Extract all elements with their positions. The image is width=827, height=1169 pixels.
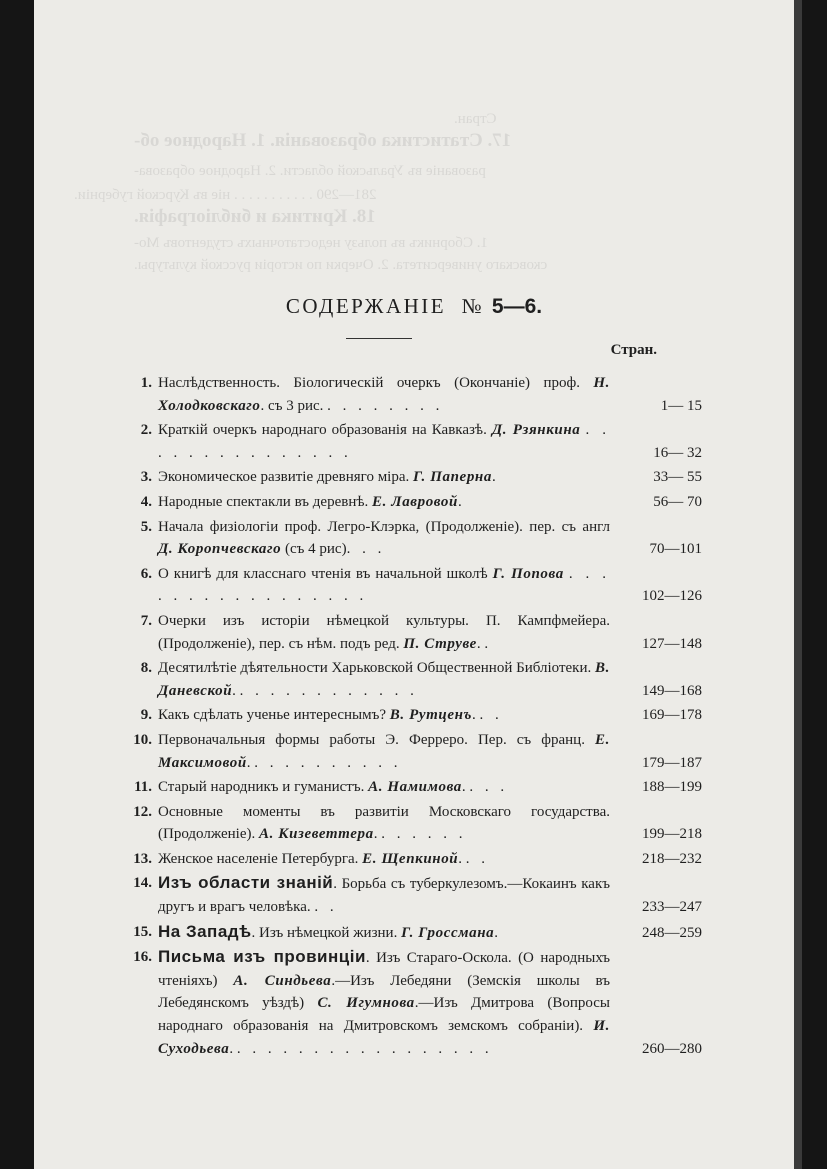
bleed-through: сковскаго университета. 2. Очерки по исторіи русской культуры.	[134, 257, 548, 273]
entry-number: 11.	[134, 779, 152, 796]
page-column-label: Стран.	[610, 342, 657, 358]
entry-text	[158, 729, 616, 774]
toc-entry	[122, 372, 702, 417]
entry-text	[158, 563, 616, 608]
entry-title: Десятилѣтіе дѣятельности Харьковской Общественной Библіотеки.	[158, 660, 592, 677]
leader-dots: . . .	[346, 541, 386, 558]
entry-number: 4.	[140, 493, 152, 510]
entry-note: . съ 3 рис.	[260, 397, 324, 414]
entry-text	[158, 516, 616, 561]
entry-author: П. Струве	[403, 635, 477, 652]
entry-author: А. Намимова	[368, 779, 462, 796]
leader-dots: . . .	[469, 779, 509, 796]
entry-author: Г. Попова	[492, 565, 564, 582]
entry-number: 3.	[140, 469, 152, 486]
section-heading: На Западѣ	[158, 921, 252, 941]
entry-author: Г. Паперна	[413, 469, 492, 486]
bleed-through: 18. Критика и библіографія.	[134, 206, 376, 227]
entry-note: .	[246, 754, 251, 771]
entry-pages: 199—218	[642, 826, 702, 843]
entry-text	[158, 776, 616, 799]
entry-note: .	[373, 826, 378, 843]
toc-entry	[122, 466, 702, 489]
leader-dots: . .	[465, 850, 489, 867]
page-edge	[794, 0, 802, 1169]
entry-title: Первоначальныя формы работы Э. Ферреро. Пер. съ франц.	[158, 731, 585, 748]
entry-note: .	[461, 779, 466, 796]
entry-note: .	[476, 635, 481, 652]
table-of-contents	[122, 372, 702, 1062]
entry-pages: 188—199	[642, 779, 702, 796]
entry-title: Очерки изъ исторіи нѣмецкой культуры. П. Кампфмейера. (Продолженіе), пер. съ нѣм. подъ ред.	[158, 612, 610, 652]
entry-note: .	[457, 493, 462, 510]
leader-dots: . . . . . . . . . . . . . . . . .	[158, 565, 611, 605]
toc-heading	[34, 294, 794, 319]
number-sign: №	[461, 294, 485, 318]
entry-number: 2.	[140, 422, 152, 439]
toc-entry	[122, 776, 702, 799]
entry-author: А. Кизеветтера	[259, 826, 374, 843]
toc-entry	[122, 610, 702, 655]
bleed-through: 1. Сборникъ въ пользу недостаточныхъ студентовъ Мо-	[134, 235, 489, 251]
entry-title: Экономическое развитіе древняго міра.	[158, 469, 410, 486]
entry-author: Г. Гроссмана	[401, 924, 495, 941]
entry-text	[158, 848, 616, 871]
entry-note: .	[472, 707, 476, 724]
section-heading: Письма изъ провинціи	[158, 947, 366, 967]
entry-author: Е. Максимовой	[158, 731, 610, 771]
toc-entry	[122, 848, 702, 871]
entry-text	[158, 466, 616, 489]
entry-number: 9.	[140, 707, 152, 724]
entry-title: Народные спектакли въ деревнѣ.	[158, 493, 369, 510]
toc-entry	[122, 801, 702, 846]
bleed-through: 17. Статистика образованія. 1. Народное об-	[134, 130, 512, 151]
entry-note: .	[458, 850, 462, 867]
entry-text	[158, 419, 616, 464]
entry-text	[158, 946, 616, 1060]
entry-text	[158, 372, 616, 417]
entry-note: .—Изъ Дмитрова (Вопросы народнаго образованія на Дмитровскомъ земскомъ собраніи).	[158, 995, 611, 1035]
entry-note: .	[494, 924, 499, 941]
leader-dots: . . . . . . . . . .	[254, 754, 402, 771]
entry-author: Д. Рзянкина	[491, 422, 581, 439]
entry-author: Д. Коропчевскаго	[158, 541, 282, 558]
entry-author: В. Рутценъ	[389, 707, 473, 724]
entry-number: 5.	[140, 518, 152, 535]
toc-entry	[122, 516, 702, 561]
bleed-through: Стран.	[454, 111, 497, 127]
toc-entry	[122, 704, 702, 727]
leader-dots: . . . . . .	[381, 826, 467, 843]
entry-number: 15.	[133, 923, 152, 940]
entry-title: Начала физіологіи проф. Легро-Клэрка, (Продолженіе). пер. съ англ	[158, 518, 610, 535]
entry-number: 12.	[133, 803, 152, 820]
leader-dots: . . . . . . . . . . . .	[239, 682, 418, 699]
entry-title: О книгѣ для класснаго чтенія въ начальной школѣ	[158, 565, 488, 582]
leader-dots: .	[484, 635, 493, 652]
book-page	[34, 0, 794, 1169]
entry-author: В. Даневской	[158, 660, 611, 699]
toc-entry	[122, 491, 702, 514]
entry-number: 7.	[140, 612, 152, 629]
toc-entry	[122, 657, 702, 702]
leader-dots: . . . . . . . . . . . . . . .	[158, 422, 611, 461]
entry-number: 10.	[133, 731, 152, 748]
entry-title: . Борьба съ туберкулезомъ.—Кокаинъ какъ другъ и врагъ человѣка.	[158, 876, 610, 916]
toc-entry	[122, 872, 702, 918]
entry-author: С. Игумнова	[317, 995, 415, 1012]
bleed-through: 281—290 . . . . . . . . . . . ніе въ Курской губерніи.	[74, 187, 377, 203]
entry-title: . Изъ нѣмецкой жизни.	[251, 924, 398, 941]
entry-pages: 248—259	[642, 924, 702, 941]
entry-number: 1.	[140, 375, 152, 391]
issue-number: 5—6.	[491, 295, 543, 318]
entry-title: Наслѣдственность. Біологическій очеркъ (Окончаніе) проф.	[158, 375, 580, 391]
entry-pages: 70—101	[649, 541, 702, 558]
leader-dots: . .	[314, 899, 338, 916]
bleed-through: разованіе въ Уральской области. 2. Народное образова-	[134, 163, 486, 179]
entry-title: Какъ сдѣлать ученье интереснымъ?	[158, 707, 387, 724]
section-heading: Изъ области знаній	[158, 873, 334, 893]
entry-note: .	[229, 1040, 234, 1057]
entry-author: Е. Щепкиной	[362, 850, 459, 867]
entry-pages: 179—187	[642, 754, 702, 771]
entry-text	[158, 921, 616, 945]
entry-pages: 169—178	[642, 707, 702, 724]
entry-text	[158, 657, 616, 702]
entry-pages: 102—126	[642, 588, 702, 605]
entry-author: Н. Холодковскаго	[158, 375, 610, 414]
entry-pages: 149—168	[642, 682, 702, 699]
entry-pages: 233—247	[642, 899, 702, 916]
entry-text	[158, 704, 616, 727]
heading-rule	[346, 338, 412, 339]
entry-note: .	[232, 682, 236, 699]
entry-number: 13.	[133, 850, 152, 867]
entry-title: . Изъ Стараго-Оскола. (О народныхъ чтеніяхъ)	[158, 950, 611, 989]
toc-entry	[122, 563, 702, 608]
leader-dots: . . . . . . . . . . . . . . . . .	[236, 1040, 493, 1057]
leader-dots: . .	[479, 707, 503, 724]
entry-pages: 33— 55	[653, 469, 702, 486]
entry-author: И. Суходьева	[158, 1018, 610, 1057]
entry-pages: 218—232	[642, 850, 702, 867]
entry-number: 6.	[140, 565, 152, 582]
entry-number: 8.	[140, 660, 152, 677]
entry-title: Старый народникъ и гуманистъ.	[158, 779, 365, 796]
entry-note: .—Изъ Лебедяни (Земскія школы въ Лебедянскомъ уѣздѣ)	[158, 972, 611, 1012]
entry-pages: 16— 32	[653, 444, 702, 461]
entry-text	[158, 801, 616, 846]
entry-note: .	[491, 469, 496, 486]
entry-pages: 260—280	[642, 1040, 702, 1057]
toc-entry	[122, 419, 702, 464]
entry-text	[158, 872, 616, 918]
entry-number: 14.	[133, 875, 152, 892]
toc-title: СОДЕРЖАНІЕ	[285, 294, 447, 318]
entry-text	[158, 610, 616, 655]
entry-text	[158, 491, 616, 514]
entry-note: (съ 4 рис)	[285, 541, 347, 558]
entry-title: Основные моменты въ развитіи Московскаго государства. (Продолженіе).	[158, 803, 610, 843]
entry-pages: 1— 15	[660, 397, 702, 414]
toc-entry	[122, 946, 702, 1060]
entry-author: Е. Лавровой	[372, 493, 458, 510]
toc-entry	[122, 729, 702, 774]
entry-number: 16.	[133, 949, 152, 966]
entry-pages: 56— 70	[653, 493, 702, 510]
leader-dots: . . . . . . . .	[327, 397, 444, 414]
entry-author: А. Синдьева	[233, 972, 332, 989]
entry-title: Женское населеніе Петербурга.	[158, 850, 359, 867]
entry-title: Краткій очеркъ народнаго образованія на Кавказѣ.	[158, 422, 487, 439]
entry-pages: 127—148	[642, 635, 702, 652]
toc-entry	[122, 921, 702, 945]
